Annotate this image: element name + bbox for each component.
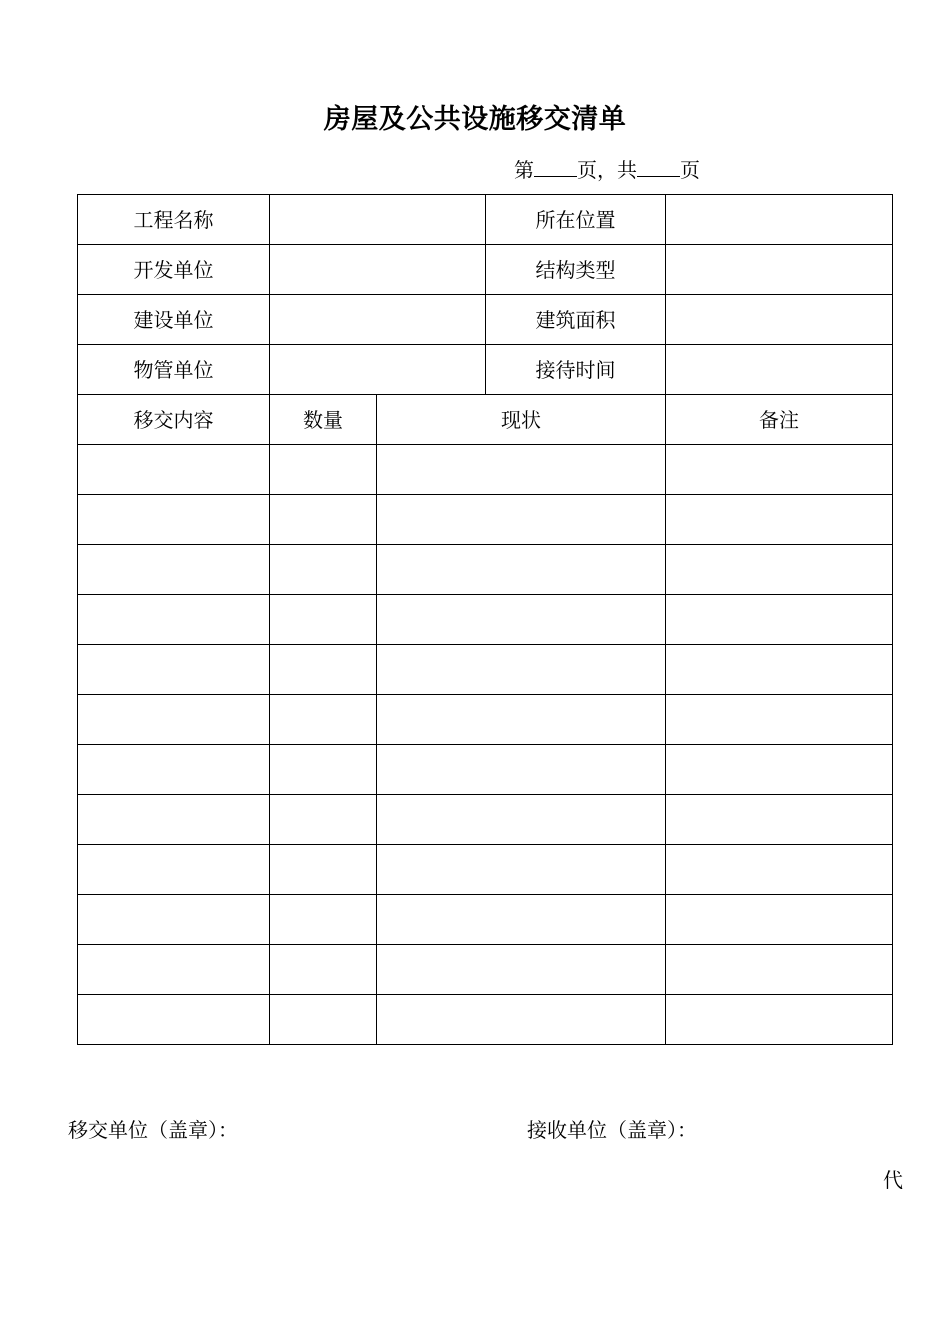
item-content-cell[interactable]: [78, 745, 270, 795]
item-quantity-cell[interactable]: [270, 645, 377, 695]
table-row: [78, 695, 893, 745]
table-row: [78, 645, 893, 695]
item-content-cell[interactable]: [78, 995, 270, 1045]
item-remarks-cell[interactable]: [666, 495, 893, 545]
floor-area-value[interactable]: [666, 295, 893, 345]
location-value[interactable]: [666, 195, 893, 245]
item-quantity-cell[interactable]: [270, 545, 377, 595]
item-quantity-cell[interactable]: [270, 995, 377, 1045]
item-status-cell[interactable]: [377, 445, 666, 495]
item-content-cell[interactable]: [78, 945, 270, 995]
corner-text: 代: [883, 1168, 903, 1192]
structure-type-value[interactable]: [666, 245, 893, 295]
item-status-cell[interactable]: [377, 695, 666, 745]
column-header-status: 现状: [377, 395, 666, 445]
item-status-cell[interactable]: [377, 545, 666, 595]
item-status-cell[interactable]: [377, 895, 666, 945]
item-content-cell[interactable]: [78, 445, 270, 495]
item-content-cell[interactable]: [78, 845, 270, 895]
item-content-cell[interactable]: [78, 795, 270, 845]
item-status-cell[interactable]: [377, 495, 666, 545]
item-content-cell[interactable]: [78, 495, 270, 545]
item-status-cell[interactable]: [377, 645, 666, 695]
reception-time-value[interactable]: [666, 345, 893, 395]
item-remarks-cell[interactable]: [666, 745, 893, 795]
info-row: [78, 345, 893, 395]
item-remarks-cell[interactable]: [666, 795, 893, 845]
info-row: [78, 245, 893, 295]
table-row: [78, 445, 893, 495]
page-number-line: [514, 156, 700, 184]
item-status-cell[interactable]: [377, 945, 666, 995]
table-row: [78, 595, 893, 645]
item-quantity-cell[interactable]: [270, 495, 377, 545]
item-remarks-cell[interactable]: [666, 545, 893, 595]
info-row: [78, 195, 893, 245]
document-title: 房屋及公共设施移交清单: [323, 104, 627, 135]
builder-value[interactable]: [270, 295, 486, 345]
item-remarks-cell[interactable]: [666, 895, 893, 945]
location-label: 所在位置: [486, 195, 666, 245]
table-row: [78, 495, 893, 545]
property-management-value[interactable]: [270, 345, 486, 395]
project-name-value[interactable]: [270, 195, 486, 245]
page-middle: 页，共: [577, 158, 637, 182]
item-content-cell[interactable]: [78, 645, 270, 695]
table-row: [78, 895, 893, 945]
property-management-label: 物管单位: [78, 345, 270, 395]
item-quantity-cell[interactable]: [270, 795, 377, 845]
item-status-cell[interactable]: [377, 995, 666, 1045]
developer-label: 开发单位: [78, 245, 270, 295]
item-content-cell[interactable]: [78, 695, 270, 745]
item-quantity-cell[interactable]: [270, 945, 377, 995]
item-quantity-cell[interactable]: [270, 745, 377, 795]
builder-label: 建设单位: [78, 295, 270, 345]
item-remarks-cell[interactable]: [666, 695, 893, 745]
item-content-cell[interactable]: [78, 595, 270, 645]
info-row: [78, 295, 893, 345]
table-row: [78, 945, 893, 995]
item-remarks-cell[interactable]: [666, 945, 893, 995]
table-row: [78, 845, 893, 895]
table-row: [78, 745, 893, 795]
reception-time-label: 接待时间: [486, 345, 666, 395]
item-remarks-cell[interactable]: [666, 445, 893, 495]
total-pages-blank[interactable]: [637, 156, 680, 177]
current-page-blank[interactable]: [534, 156, 577, 177]
item-status-cell[interactable]: [377, 845, 666, 895]
developer-value[interactable]: [270, 245, 486, 295]
item-quantity-cell[interactable]: [270, 695, 377, 745]
column-header-quantity: 数量: [270, 395, 377, 445]
table-row: [78, 795, 893, 845]
item-status-cell[interactable]: [377, 595, 666, 645]
items-header-row: [78, 395, 893, 445]
table-row: [78, 995, 893, 1045]
floor-area-label: 建筑面积: [486, 295, 666, 345]
column-header-remarks: 备注: [666, 395, 893, 445]
item-quantity-cell[interactable]: [270, 845, 377, 895]
structure-type-label: 结构类型: [486, 245, 666, 295]
project-name-label: 工程名称: [78, 195, 270, 245]
column-header-content: 移交内容: [78, 395, 270, 445]
item-quantity-cell[interactable]: [270, 895, 377, 945]
item-remarks-cell[interactable]: [666, 995, 893, 1045]
item-content-cell[interactable]: [78, 545, 270, 595]
page-suffix: 页: [680, 158, 700, 182]
item-quantity-cell[interactable]: [270, 595, 377, 645]
item-quantity-cell[interactable]: [270, 445, 377, 495]
item-status-cell[interactable]: [377, 745, 666, 795]
receiving-unit-signature: 接收单位（盖章）：: [527, 1118, 697, 1142]
handover-unit-signature: 移交单位（盖章）：: [68, 1118, 238, 1142]
item-status-cell[interactable]: [377, 795, 666, 845]
item-content-cell[interactable]: [78, 895, 270, 945]
table-row: [78, 545, 893, 595]
handover-form-table: [77, 194, 893, 1045]
item-remarks-cell[interactable]: [666, 645, 893, 695]
item-remarks-cell[interactable]: [666, 845, 893, 895]
item-remarks-cell[interactable]: [666, 595, 893, 645]
page-prefix: 第: [514, 158, 534, 182]
